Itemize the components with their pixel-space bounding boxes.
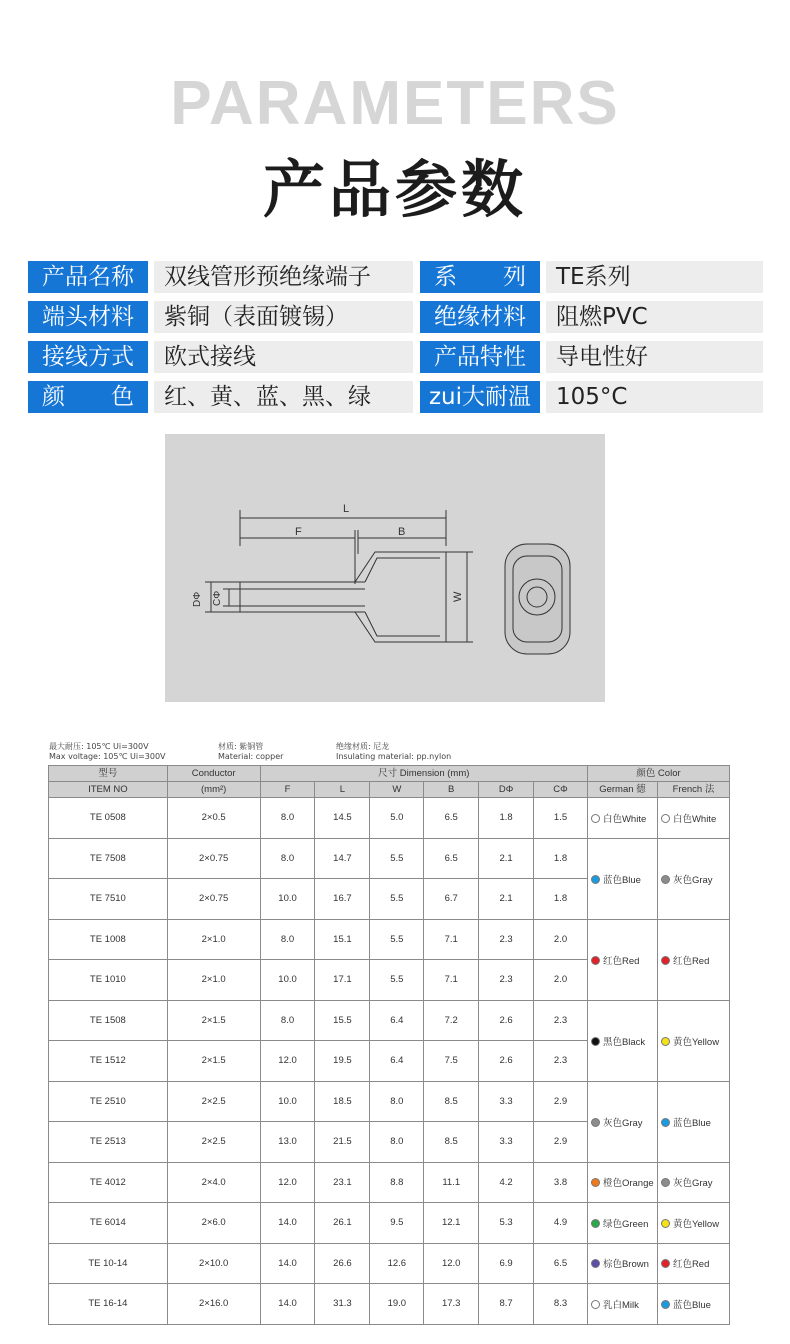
header-color: 颜色 Color (587, 766, 729, 782)
header-german: German 德 (587, 782, 657, 798)
dimension-cell: 7.5 (424, 1041, 479, 1082)
table-row (49, 1203, 730, 1244)
header-dim: B (424, 782, 479, 798)
param-label: 接线方式 (28, 341, 148, 373)
conductor-cell: 2×1.5 (167, 1000, 260, 1041)
dimension-cell: 3.3 (479, 1122, 534, 1163)
param-label: 系 列 (420, 261, 540, 293)
color-label: 棕色Brown (602, 1259, 649, 1271)
dimension-cell: 2.3 (479, 919, 534, 960)
header-model-en: ITEM NO (49, 782, 168, 798)
ferrule-drawing-svg (165, 434, 605, 702)
color-label: 白色White (672, 813, 717, 825)
color-swatch-icon (591, 814, 600, 823)
dimension-cell: 6.5 (534, 1243, 588, 1284)
header-dim: F (260, 782, 315, 798)
item-no-cell: TE 0508 (49, 798, 168, 839)
header-model-cn: 型号 (49, 766, 168, 782)
dimension-cell: 16.7 (315, 879, 370, 920)
german-color-cell (587, 919, 657, 1000)
dimension-cell: 2.1 (479, 838, 534, 879)
color-label: 红色Red (602, 955, 640, 967)
dimension-cell: 10.0 (260, 1081, 315, 1122)
dimension-cell: 4.9 (534, 1203, 588, 1244)
header-french: French 法 (657, 782, 729, 798)
dimension-cell: 31.3 (315, 1284, 370, 1325)
param-feature (420, 341, 763, 373)
dimension-cell: 2.3 (534, 1041, 588, 1082)
table-row (49, 1284, 730, 1325)
color-label: 蓝色Blue (672, 1299, 711, 1311)
item-no-cell: TE 1512 (49, 1041, 168, 1082)
conductor-cell: 2×1.0 (167, 960, 260, 1001)
item-no-cell: TE 1008 (49, 919, 168, 960)
table-row (49, 798, 730, 839)
color-label: 黄色Yellow (672, 1036, 720, 1048)
dimension-cell: 6.7 (424, 879, 479, 920)
item-no-cell: TE 10-14 (49, 1243, 168, 1284)
label-C: CΦ (212, 590, 223, 606)
conductor-cell: 2×10.0 (167, 1243, 260, 1284)
dimension-cell: 14.0 (260, 1203, 315, 1244)
label-W: W (452, 591, 464, 602)
header-dim: DΦ (479, 782, 534, 798)
table-row (49, 1243, 730, 1284)
param-label: 产品特性 (420, 341, 540, 373)
table-header-row (49, 766, 730, 782)
param-value: 双线管形预绝缘端子 (154, 261, 413, 293)
color-label: 红色Red (672, 1259, 710, 1271)
dimension-cell: 6.4 (370, 1000, 424, 1041)
dimension-cell: 17.1 (315, 960, 370, 1001)
header-title-cn: 产品参数 (262, 153, 527, 226)
meta-material-en: Material: copper (218, 752, 284, 761)
color-swatch-icon (591, 875, 600, 884)
table-body (49, 798, 730, 1325)
dimension-cell: 14.0 (260, 1243, 315, 1284)
item-no-cell: TE 2513 (49, 1122, 168, 1163)
french-color-cell (657, 1000, 729, 1081)
dimension-cell: 14.0 (260, 1284, 315, 1325)
dimension-cell: 5.3 (479, 1203, 534, 1244)
french-color-cell (657, 1284, 729, 1325)
dimension-cell: 8.0 (260, 798, 315, 839)
german-color-cell (587, 1243, 657, 1284)
header-dim: CΦ (534, 782, 588, 798)
german-color-cell (587, 838, 657, 919)
dimension-cell: 17.3 (424, 1284, 479, 1325)
dimension-cell: 6.5 (424, 838, 479, 879)
color-swatch-icon (591, 1259, 600, 1268)
dimension-cell: 14.7 (315, 838, 370, 879)
dimension-cell: 8.5 (424, 1081, 479, 1122)
table-row (49, 838, 730, 879)
param-value: 紫铜（表面镀锡） (154, 301, 413, 333)
conductor-cell: 2×4.0 (167, 1162, 260, 1203)
color-swatch-icon (661, 1219, 670, 1228)
french-color-cell (657, 1081, 729, 1162)
meta-voltage-en: Max voltage: 105℃ Ui=300V (49, 752, 166, 761)
color-label: 乳白Milk (602, 1299, 639, 1311)
dimension-cell: 2.0 (534, 919, 588, 960)
color-swatch-icon (591, 1219, 600, 1228)
french-color-cell (657, 1203, 729, 1244)
label-L: L (343, 503, 350, 515)
dimension-cell: 8.5 (424, 1122, 479, 1163)
conductor-cell: 2×1.0 (167, 919, 260, 960)
dimension-cell: 15.5 (315, 1000, 370, 1041)
technical-drawing (165, 434, 605, 702)
dimension-cell: 1.8 (534, 879, 588, 920)
dimension-cell: 15.1 (315, 919, 370, 960)
dimension-cell: 8.0 (370, 1122, 424, 1163)
color-swatch-icon (661, 1037, 670, 1046)
color-label: 灰色Gray (672, 874, 713, 886)
dimension-cell: 8.0 (260, 838, 315, 879)
conductor-cell: 2×2.5 (167, 1081, 260, 1122)
param-label: 端头材料 (28, 301, 148, 333)
conductor-cell: 2×2.5 (167, 1122, 260, 1163)
german-color-cell (587, 1081, 657, 1162)
table-row (49, 1162, 730, 1203)
item-no-cell: TE 2510 (49, 1081, 168, 1122)
dimension-cell: 12.6 (370, 1243, 424, 1284)
param-name (28, 261, 413, 293)
dimension-cell: 2.6 (479, 1041, 534, 1082)
item-no-cell: TE 1508 (49, 1000, 168, 1041)
param-label: 颜 色 (28, 381, 148, 413)
param-value: 红、黄、蓝、黑、绿 (154, 381, 413, 413)
label-D: DΦ (192, 591, 203, 607)
dimension-cell: 1.5 (534, 798, 588, 839)
color-swatch-icon (591, 1037, 600, 1046)
dimension-cell: 2.3 (479, 960, 534, 1001)
dimension-cell: 12.1 (424, 1203, 479, 1244)
dimension-cell: 26.6 (315, 1243, 370, 1284)
conductor-cell: 2×0.75 (167, 879, 260, 920)
color-label: 白色White (602, 813, 647, 825)
param-value: 105°C (546, 381, 763, 413)
color-label: 黑色Black (602, 1036, 646, 1048)
dimension-cell: 12.0 (260, 1162, 315, 1203)
conductor-cell: 2×0.75 (167, 838, 260, 879)
color-label: 蓝色Blue (672, 1117, 711, 1129)
dimension-cell: 5.5 (370, 960, 424, 1001)
color-label: 绿色Green (602, 1218, 649, 1230)
header-dim: L (315, 782, 370, 798)
color-swatch-icon (591, 1118, 600, 1127)
item-no-cell: TE 7510 (49, 879, 168, 920)
dimension-cell: 21.5 (315, 1122, 370, 1163)
dimension-cell: 8.7 (479, 1284, 534, 1325)
dimension-cell: 8.0 (260, 1000, 315, 1041)
french-color-cell (657, 838, 729, 919)
dimension-cell: 6.5 (424, 798, 479, 839)
param-label: zui大耐温 (420, 381, 540, 413)
param-value: 欧式接线 (154, 341, 413, 373)
dimension-cell: 8.8 (370, 1162, 424, 1203)
dimension-cell: 2.9 (534, 1081, 588, 1122)
spec-table (48, 765, 730, 1325)
param-terminal-material (28, 301, 413, 333)
color-swatch-icon (591, 1300, 600, 1309)
dimension-cell: 18.5 (315, 1081, 370, 1122)
dimension-cell: 23.1 (315, 1162, 370, 1203)
dimension-cell: 1.8 (534, 838, 588, 879)
dimension-cell: 14.5 (315, 798, 370, 839)
conductor-cell: 2×16.0 (167, 1284, 260, 1325)
param-max-temp (420, 381, 763, 413)
dimension-cell: 12.0 (424, 1243, 479, 1284)
french-color-cell (657, 919, 729, 1000)
color-swatch-icon (661, 1118, 670, 1127)
meta-voltage-cn: 最大耐压: 105℃ Ui=300V (49, 742, 149, 751)
dimension-cell: 10.0 (260, 879, 315, 920)
german-color-cell (587, 1203, 657, 1244)
meta-voltage (49, 742, 166, 762)
param-label: 绝缘材料 (420, 301, 540, 333)
dimension-cell: 3.8 (534, 1162, 588, 1203)
dimension-cell: 5.5 (370, 879, 424, 920)
meta-insulation-cn: 绝缘材质: 尼龙 (336, 742, 390, 751)
header-conductor: Conductor (167, 766, 260, 782)
color-label: 灰色Gray (602, 1117, 643, 1129)
header-title-en: PARAMETERS (170, 69, 620, 138)
param-color (28, 381, 413, 413)
color-label: 灰色Gray (672, 1178, 713, 1190)
meta-insulation (336, 742, 451, 762)
header-dimension: 尺寸 Dimension (mm) (260, 766, 587, 782)
dimension-cell: 12.0 (260, 1041, 315, 1082)
param-value: 导电性好 (546, 341, 763, 373)
meta-material-cn: 材质: 紫铜管 (218, 742, 264, 751)
table-row (49, 1000, 730, 1041)
dimension-cell: 8.0 (370, 1081, 424, 1122)
param-value: TE系列 (546, 261, 763, 293)
dimension-cell: 19.5 (315, 1041, 370, 1082)
color-label: 黄色Yellow (672, 1218, 720, 1230)
label-F: F (295, 526, 302, 538)
color-swatch-icon (661, 956, 670, 965)
header-dim: W (370, 782, 424, 798)
german-color-cell (587, 1000, 657, 1081)
french-color-cell (657, 1243, 729, 1284)
french-color-cell (657, 1162, 729, 1203)
dimension-cell: 7.2 (424, 1000, 479, 1041)
param-label: 产品名称 (28, 261, 148, 293)
dimension-cell: 2.1 (479, 879, 534, 920)
dimension-cell: 13.0 (260, 1122, 315, 1163)
meta-insulation-en: Insulating material: pp.nylon (336, 752, 452, 761)
german-color-cell (587, 1162, 657, 1203)
color-label: 红色Red (672, 955, 710, 967)
dimension-cell: 7.1 (424, 919, 479, 960)
dimension-cell: 6.9 (479, 1243, 534, 1284)
dimension-cell: 11.1 (424, 1162, 479, 1203)
color-swatch-icon (661, 814, 670, 823)
color-swatch-icon (661, 1300, 670, 1309)
color-swatch-icon (661, 875, 670, 884)
param-value: 阻燃PVC (546, 301, 763, 333)
german-color-cell (587, 1284, 657, 1325)
table-subheader-row (49, 782, 730, 798)
table-row (49, 919, 730, 960)
item-no-cell: TE 16-14 (49, 1284, 168, 1325)
color-swatch-icon (591, 956, 600, 965)
meta-material (218, 742, 283, 762)
dimension-cell: 5.5 (370, 919, 424, 960)
german-color-cell (587, 798, 657, 839)
dimension-cell: 9.5 (370, 1203, 424, 1244)
dimension-cell: 19.0 (370, 1284, 424, 1325)
dimension-cell: 6.4 (370, 1041, 424, 1082)
french-color-cell (657, 798, 729, 839)
item-no-cell: TE 1010 (49, 960, 168, 1001)
color-swatch-icon (661, 1178, 670, 1187)
dimension-cell: 2.3 (534, 1000, 588, 1041)
item-no-cell: TE 7508 (49, 838, 168, 879)
dimension-cell: 10.0 (260, 960, 315, 1001)
item-no-cell: TE 4012 (49, 1162, 168, 1203)
conductor-cell: 2×0.5 (167, 798, 260, 839)
color-swatch-icon (661, 1259, 670, 1268)
dimension-cell: 3.3 (479, 1081, 534, 1122)
header-conductor-unit: (mm²) (167, 782, 260, 798)
dimension-cell: 8.0 (260, 919, 315, 960)
dimension-cell: 4.2 (479, 1162, 534, 1203)
dimension-cell: 2.9 (534, 1122, 588, 1163)
dimension-cell: 7.1 (424, 960, 479, 1001)
dimension-cell: 5.5 (370, 838, 424, 879)
dimension-cell: 2.0 (534, 960, 588, 1001)
dimension-cell: 8.3 (534, 1284, 588, 1325)
table-row (49, 1081, 730, 1122)
param-series (420, 261, 763, 293)
color-swatch-icon (591, 1178, 600, 1187)
item-no-cell: TE 6014 (49, 1203, 168, 1244)
label-B: B (398, 526, 406, 538)
conductor-cell: 2×6.0 (167, 1203, 260, 1244)
param-wiring (28, 341, 413, 373)
dimension-cell: 5.0 (370, 798, 424, 839)
dimension-cell: 1.8 (479, 798, 534, 839)
dimension-cell: 26.1 (315, 1203, 370, 1244)
conductor-cell: 2×1.5 (167, 1041, 260, 1082)
color-label: 橙色Orange (602, 1178, 654, 1190)
param-insulation-material (420, 301, 763, 333)
color-label: 蓝色Blue (602, 874, 641, 886)
dimension-cell: 2.6 (479, 1000, 534, 1041)
